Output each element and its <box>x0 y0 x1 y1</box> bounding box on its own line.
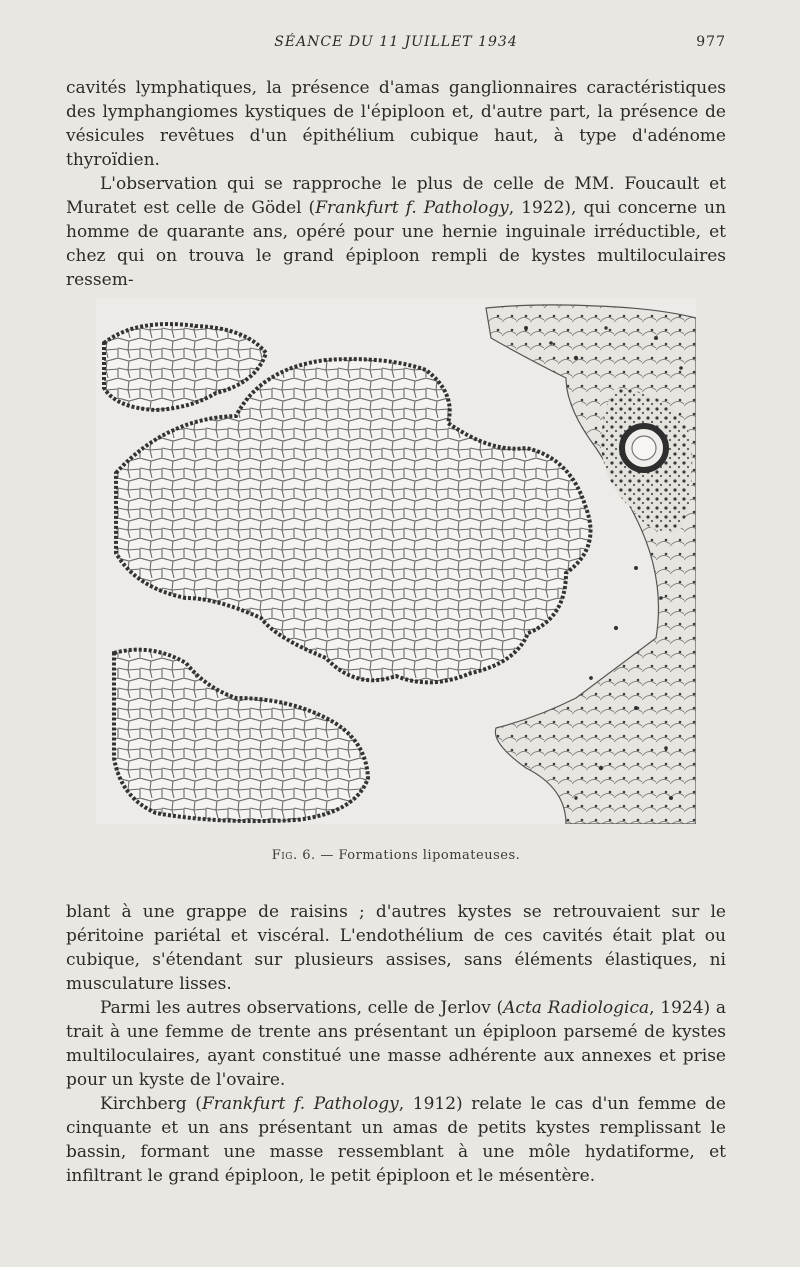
paragraph-4 <box>66 996 726 1092</box>
histology-figure <box>96 298 696 824</box>
paragraph-5 <box>66 1092 726 1188</box>
journal-title: Acta Radiologica <box>503 998 650 1018</box>
paragraph-5-text-a: Kirchberg ( <box>100 1094 202 1114</box>
paragraph-1: cavités lymphatiques, la présence d'amas ganglionnaires caractéristiques des lymphangiomes kystiques de l'épiploon et, d'autre part, la présence de vésicules revêtues d'un épithélium cubique haut, à type d'adénome thyroïdien. <box>66 78 726 170</box>
figure-caption-text: — Formations lipomateuses. <box>320 848 521 863</box>
figure-label: Fig. 6. <box>271 848 316 863</box>
paragraph-5-text-b: , 1912) relate le cas d'un femme de cinquante et un ans présentant un amas de petits kystes remplissant le bassin, formant une masse ressemblant à une môle hydatiforme, et infiltrant le grand épiploon, le petit épiploon et le mésentère. <box>66 1094 726 1186</box>
histology-micrograph <box>96 298 696 824</box>
paragraph-2-text-a: L'observation qui se rapproche le plus de celle de MM. Foucault et Muratet est celle de Gödel ( <box>66 174 726 218</box>
running-title: SÉANCE DU 11 JUILLET 1934 <box>274 34 518 50</box>
page-number: 977 <box>696 34 726 50</box>
paragraph-3: blant à une grappe de raisins ; d'autres kystes se retrouvaient sur le péritoine pariétal et viscéral. L'endothélium de ces cavités était plat ou cubique, s'étendant sur plusieurs assises, sans éléments élastiques, ni musculature lisses. <box>66 902 726 994</box>
paragraph-2 <box>66 172 726 292</box>
paragraph-4-text-a: Parmi les autres observations, celle de Jerlov ( <box>100 998 504 1018</box>
figure-caption <box>66 848 726 863</box>
journal-title: Frankfurt f. Pathology <box>201 1094 399 1114</box>
paragraph-4-text-b: , 1924) a trait à une femme de trente ans présentant un épiploon parsemé de kystes multiloculaires, ayant constitué une masse adhérente aux annexes et prise pour un kyste de l'ovaire. <box>66 998 726 1090</box>
journal-title: Frankfurt f. Pathology <box>315 198 509 218</box>
paragraph-2-text-b: , 1922), qui concerne un homme de quarante ans, opéré pour une hernie inguinale irréductible, et chez qui on trouva le grand épiploon rempli de kystes multiloculaires ressem- <box>66 198 727 290</box>
running-header <box>66 34 726 60</box>
